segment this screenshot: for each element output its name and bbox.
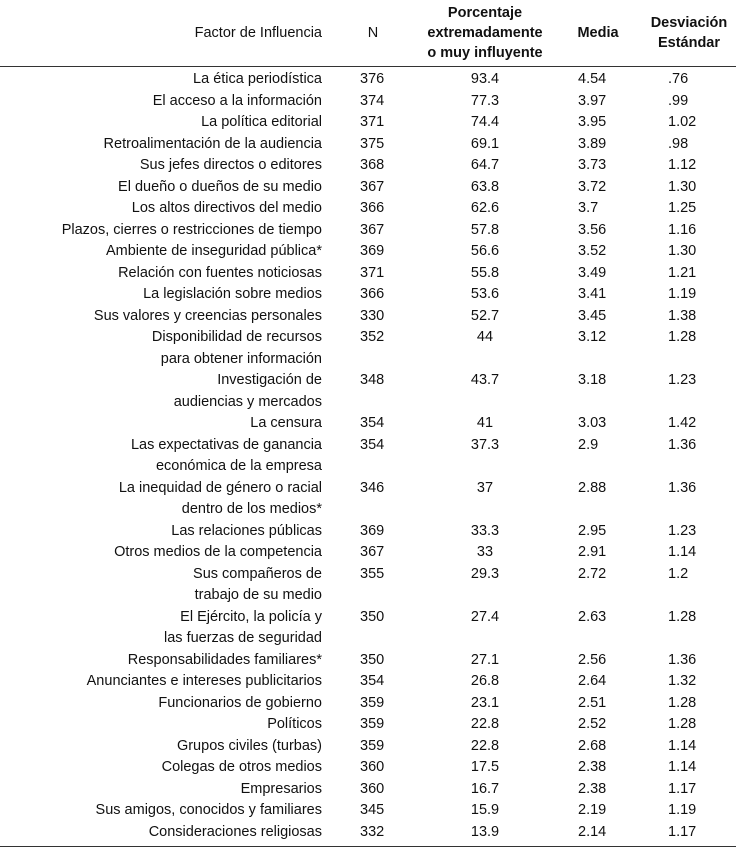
header-percentage xyxy=(416,0,554,67)
media-cell: 2.52 xyxy=(578,716,607,732)
factor-label-continued: para obtener información xyxy=(160,350,322,367)
std-dev-cell: 1.28 xyxy=(668,716,697,732)
n-cell: 369 xyxy=(360,243,385,259)
header-std-dev-line1: Desviación xyxy=(650,15,728,31)
media-cell: 2.88 xyxy=(578,479,607,496)
std-dev-cell: 1.14 xyxy=(668,759,697,775)
factor-label: Funcionarios de gobierno xyxy=(158,694,322,711)
header-percentage-line1: Porcentaje xyxy=(447,5,523,21)
factor-cell xyxy=(0,370,330,413)
table-row xyxy=(0,177,736,199)
factor-label: Relación con fuentes noticiosas xyxy=(118,264,322,281)
media-cell: 3.41 xyxy=(578,286,607,302)
factor-cell xyxy=(0,435,330,478)
n-cell: 359 xyxy=(360,694,385,711)
std-dev-cell: .98 xyxy=(668,135,689,152)
factor-cell xyxy=(0,779,330,801)
media-cell: 3.7 xyxy=(578,200,599,216)
factor-label: Responsabilidades familiares* xyxy=(127,651,322,668)
factor-label: El acceso a la información xyxy=(152,92,322,109)
media-cell: 2.14 xyxy=(554,822,642,847)
std-dev-cell: 1.16 xyxy=(668,221,697,238)
factor-cell xyxy=(0,177,330,199)
media-cell: 3.18 xyxy=(578,372,607,388)
media-cell: 2.19 xyxy=(578,802,607,818)
factor-cell xyxy=(0,91,330,113)
table-header xyxy=(0,0,736,67)
percentage-cell: 44 xyxy=(476,329,494,345)
percentage-cell: 77.3 xyxy=(470,92,500,109)
factor-label: Las expectativas de ganancia xyxy=(130,436,322,453)
factor-label: Sus compañeros de xyxy=(193,565,322,582)
std-dev-cell: 1.19 xyxy=(668,802,697,818)
table-row xyxy=(0,650,736,672)
n-cell: 359 xyxy=(360,716,385,732)
std-dev-cell: 1.30 xyxy=(668,178,697,195)
media-cell: 2.9 xyxy=(578,436,599,453)
factor-label: Otros medios de la competencia xyxy=(114,544,322,560)
header-percentage-line2: extremadamente xyxy=(427,25,543,41)
n-cell: 376 xyxy=(360,71,385,87)
std-dev-cell: 1.14 xyxy=(668,544,697,560)
factor-cell xyxy=(0,671,330,693)
media-cell: 3.73 xyxy=(578,157,607,173)
n-cell: 369 xyxy=(360,522,385,539)
factor-label: El dueño o dueños de su medio xyxy=(118,178,322,195)
media-cell: 4.54 xyxy=(578,71,607,87)
table-body xyxy=(0,67,736,847)
media-cell: 2.63 xyxy=(578,608,607,625)
n-cell: 371 xyxy=(360,264,385,281)
factor-label-continued: audiencias y mercados xyxy=(173,393,322,410)
factor-cell xyxy=(0,607,330,650)
media-cell: 2.38 xyxy=(578,780,607,797)
table-row xyxy=(0,822,736,847)
factor-cell xyxy=(0,413,330,435)
n-cell: 375 xyxy=(360,135,385,152)
table-row xyxy=(0,198,736,220)
percentage-cell: 93.4 xyxy=(470,71,500,87)
n-cell: 352 xyxy=(360,329,385,345)
factor-label: Anunciantes e intereses publicitarios xyxy=(86,673,322,689)
table-row xyxy=(0,284,736,306)
factor-cell xyxy=(0,693,330,715)
table-row xyxy=(0,306,736,328)
table-row xyxy=(0,736,736,758)
percentage-cell: 15.9 xyxy=(470,802,500,818)
n-cell: 360 xyxy=(360,759,385,775)
media-cell: 3.12 xyxy=(578,329,607,345)
percentage-cell: 22.8 xyxy=(470,716,500,732)
table-row xyxy=(0,370,736,413)
std-dev-cell: 1.36 xyxy=(668,651,697,668)
factor-label: Políticos xyxy=(267,716,322,732)
factor-label-continued: trabajo de su medio xyxy=(194,587,322,603)
media-cell: 3.03 xyxy=(578,415,607,431)
media-cell: 3.97 xyxy=(578,92,607,109)
percentage-cell: 13.9 xyxy=(416,822,554,847)
media-cell: 2.91 xyxy=(578,544,607,560)
std-dev-cell: 1.25 xyxy=(668,200,697,216)
std-dev-cell: 1.23 xyxy=(668,372,697,388)
percentage-cell: 55.8 xyxy=(470,264,500,281)
header-n: N xyxy=(330,0,416,67)
std-dev-cell: 1.12 xyxy=(668,157,697,173)
factor-label: La censura xyxy=(250,415,322,431)
table-row xyxy=(0,478,736,521)
std-dev-cell: 1.2 xyxy=(668,565,689,582)
factor-label-continued: económica de la empresa xyxy=(155,458,322,474)
table-row xyxy=(0,693,736,715)
factor-cell xyxy=(0,306,330,328)
n-cell: 374 xyxy=(360,92,385,109)
factor-label: Los altos directivos del medio xyxy=(131,200,322,216)
factor-label: Ambiente de inseguridad pública* xyxy=(105,243,322,259)
table-row xyxy=(0,263,736,285)
n-cell: 355 xyxy=(360,565,385,582)
table-row xyxy=(0,779,736,801)
table-row xyxy=(0,714,736,736)
factor-cell xyxy=(0,542,330,564)
std-dev-cell: 1.14 xyxy=(668,737,697,754)
n-cell: 359 xyxy=(360,737,385,754)
n-cell: 332 xyxy=(330,822,416,847)
header-std-dev xyxy=(642,0,736,67)
n-cell: 367 xyxy=(360,221,385,238)
std-dev-cell: 1.02 xyxy=(668,114,697,130)
header-percentage-line3: o muy influyente xyxy=(427,45,543,61)
percentage-cell: 37 xyxy=(476,479,494,496)
header-std-dev-line2: Estándar xyxy=(657,35,721,51)
factor-cell xyxy=(0,757,330,779)
factor-label: Sus jefes directos o editores xyxy=(139,157,322,173)
factor-label: Retroalimentación de la audiencia xyxy=(103,135,322,152)
factor-label-continued: dentro de los medios* xyxy=(181,501,322,517)
percentage-cell: 56.6 xyxy=(470,243,500,259)
table-row xyxy=(0,134,736,156)
percentage-cell: 64.7 xyxy=(470,157,500,173)
n-cell: 360 xyxy=(360,780,385,797)
table-row xyxy=(0,327,736,370)
percentage-cell: 33 xyxy=(476,544,494,560)
factor-cell xyxy=(0,112,330,134)
n-cell: 350 xyxy=(360,651,385,668)
std-dev-cell: 1.17 xyxy=(642,822,736,847)
percentage-cell: 69.1 xyxy=(470,135,500,152)
percentage-cell: 17.5 xyxy=(470,759,500,775)
table-row xyxy=(0,112,736,134)
factor-label: Empresarios xyxy=(240,780,322,797)
percentage-cell: 33.3 xyxy=(470,522,500,539)
std-dev-cell: 1.38 xyxy=(668,307,697,324)
media-cell: 3.56 xyxy=(578,221,607,238)
std-dev-cell: 1.32 xyxy=(668,673,697,689)
factor-cell xyxy=(0,714,330,736)
table-row xyxy=(0,800,736,822)
n-cell: 330 xyxy=(360,307,385,324)
header-factor: Factor de Influencia xyxy=(0,0,330,67)
table-row xyxy=(0,155,736,177)
std-dev-cell: 1.17 xyxy=(668,780,697,797)
factor-cell xyxy=(0,284,330,306)
table-row xyxy=(0,413,736,435)
media-cell: 3.45 xyxy=(578,307,607,324)
media-cell: 3.72 xyxy=(578,178,607,195)
factor-label: El Ejército, la policía y xyxy=(180,608,322,625)
factor-label: Sus amigos, conocidos y familiares xyxy=(95,802,322,818)
factor-cell xyxy=(0,263,330,285)
factor-label: Las relaciones públicas xyxy=(171,522,322,539)
n-cell: 354 xyxy=(360,673,385,689)
n-cell: 367 xyxy=(360,544,385,560)
factor-cell xyxy=(0,650,330,672)
table-row xyxy=(0,67,736,91)
percentage-cell: 41 xyxy=(476,415,494,431)
n-cell: 371 xyxy=(360,114,385,130)
std-dev-cell: 1.23 xyxy=(668,522,697,539)
factor-cell xyxy=(0,220,330,242)
media-cell: 2.38 xyxy=(578,759,607,775)
factor-label: Consideraciones religiosas xyxy=(148,823,322,840)
table-row xyxy=(0,757,736,779)
percentage-cell: 74.4 xyxy=(470,114,500,130)
factor-cell xyxy=(0,67,330,91)
std-dev-cell: 1.19 xyxy=(668,286,697,302)
table-row xyxy=(0,564,736,607)
table-row xyxy=(0,220,736,242)
media-cell: 2.56 xyxy=(578,651,607,668)
factor-cell xyxy=(0,198,330,220)
table-row xyxy=(0,241,736,263)
percentage-cell: 53.6 xyxy=(470,286,500,302)
media-cell: 3.95 xyxy=(578,114,607,130)
factor-cell xyxy=(0,327,330,370)
table-row xyxy=(0,542,736,564)
n-cell: 346 xyxy=(360,479,385,496)
factor-label: La ética periodística xyxy=(193,71,322,87)
percentage-cell: 23.1 xyxy=(470,694,500,711)
percentage-cell: 16.7 xyxy=(470,780,500,797)
n-cell: 354 xyxy=(360,415,385,431)
factor-label: La política editorial xyxy=(201,114,322,130)
factor-label: La legislación sobre medios xyxy=(143,286,322,302)
std-dev-cell: 1.42 xyxy=(668,415,697,431)
n-cell: 354 xyxy=(360,436,385,453)
factor-cell xyxy=(0,736,330,758)
factor-label: Disponibilidad de recursos xyxy=(151,329,322,345)
n-cell: 367 xyxy=(360,178,385,195)
media-cell: 2.68 xyxy=(578,737,607,754)
n-cell: 366 xyxy=(360,286,385,302)
percentage-cell: 27.1 xyxy=(470,651,500,668)
factor-label: La inequidad de género o racial xyxy=(118,479,322,496)
percentage-cell: 37.3 xyxy=(470,436,500,453)
percentage-cell: 63.8 xyxy=(470,178,500,195)
percentage-cell: 27.4 xyxy=(470,608,500,625)
table-row xyxy=(0,91,736,113)
table-row xyxy=(0,521,736,543)
factor-label: Grupos civiles (turbas) xyxy=(176,737,322,754)
n-cell: 348 xyxy=(360,372,385,388)
factor-label: Sus valores y creencias personales xyxy=(93,307,322,324)
media-cell: 3.52 xyxy=(578,243,607,259)
media-cell: 3.89 xyxy=(578,135,607,152)
factor-cell xyxy=(0,822,330,847)
factor-cell xyxy=(0,800,330,822)
factor-label: Colegas de otros medios xyxy=(161,759,322,775)
percentage-cell: 57.8 xyxy=(470,221,500,238)
percentage-cell: 29.3 xyxy=(470,565,500,582)
factor-cell xyxy=(0,134,330,156)
std-dev-cell: 1.28 xyxy=(668,608,697,625)
percentage-cell: 26.8 xyxy=(470,673,500,689)
std-dev-cell: 1.36 xyxy=(668,479,697,496)
table-row xyxy=(0,671,736,693)
media-cell: 2.64 xyxy=(578,673,607,689)
std-dev-cell: 1.28 xyxy=(668,329,697,345)
media-cell: 2.72 xyxy=(578,565,607,582)
n-cell: 366 xyxy=(360,200,385,216)
percentage-cell: 43.7 xyxy=(470,372,500,388)
std-dev-cell: .76 xyxy=(668,71,689,87)
table-row xyxy=(0,607,736,650)
factor-cell xyxy=(0,478,330,521)
n-cell: 350 xyxy=(360,608,385,625)
media-cell: 3.49 xyxy=(578,264,607,281)
std-dev-cell: 1.21 xyxy=(668,264,697,281)
header-row xyxy=(0,0,736,67)
media-cell: 2.51 xyxy=(578,694,607,711)
std-dev-cell: .99 xyxy=(668,92,689,109)
percentage-cell: 52.7 xyxy=(470,307,500,324)
percentage-cell: 62.6 xyxy=(470,200,500,216)
factor-label: Investigación de xyxy=(217,372,322,388)
factor-cell xyxy=(0,155,330,177)
std-dev-cell: 1.28 xyxy=(668,694,697,711)
factor-cell xyxy=(0,564,330,607)
std-dev-cell: 1.36 xyxy=(668,436,697,453)
n-cell: 345 xyxy=(360,802,385,818)
factor-cell xyxy=(0,521,330,543)
media-cell: 2.95 xyxy=(578,522,607,539)
factor-label: Plazos, cierres o restricciones de tiempo xyxy=(61,221,322,238)
std-dev-cell: 1.30 xyxy=(668,243,697,259)
factor-label-continued: las fuerzas de seguridad xyxy=(164,630,322,646)
table-row xyxy=(0,435,736,478)
header-media: Media xyxy=(554,0,642,67)
n-cell: 368 xyxy=(360,157,385,173)
percentage-cell: 22.8 xyxy=(470,737,500,754)
factor-cell xyxy=(0,241,330,263)
